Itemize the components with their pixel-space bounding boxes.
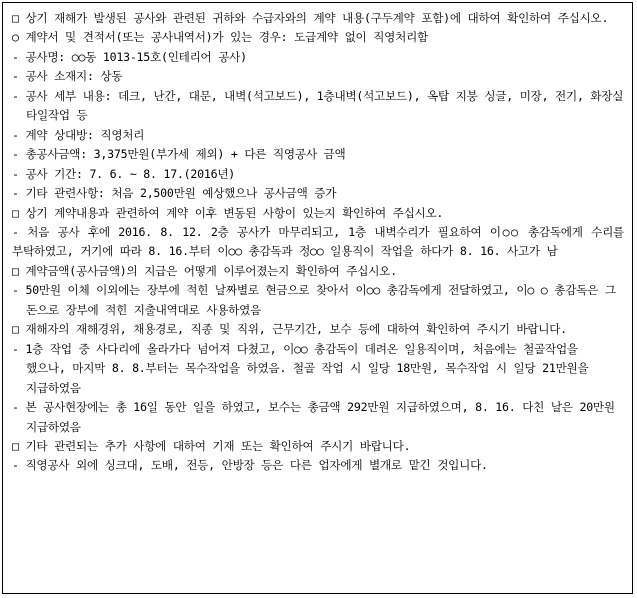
contract-document-answer: ○ 계약서 및 견적서(또는 공사내역서)가 있는 경우: 도급계약 없이 직영처리함 xyxy=(12,30,428,45)
change-answer-paragraph: - 처음 공사 후에 2016. 8. 12. 2층 공사가 마무리되고, 1층 내벽수리가 필요하여 이○○ 총감독에게 수리를 부탁하였고, 거기에 따라 8. 16.부터 이○○ 총감독과 정○○ 일용직이 작업을 하다가 8. 16. 사고가 남 xyxy=(12,224,624,259)
question-3-paragraph: □ 계약금액(공사금액)의 지급은 어떻게 이루어졌는지 확인하여 주십시오. xyxy=(12,263,397,278)
question-1-paragraph: □ 상기 재해가 발생된 공사와 관련된 귀하와 수급자와의 계약 내용(구두계약 포함)에 대하여 확인하여 주십시오. xyxy=(12,11,609,25)
project-location-item: - 공사 소재지: 상동 xyxy=(12,69,123,84)
project-name-item: - 공사명: ○○동 1013-15호(인테리어 공사) xyxy=(12,49,247,64)
contract-party-item: - 계약 상대방: 직영처리 xyxy=(12,127,145,142)
accident-answer-paragraph: - 1층 작업 중 사다리에 올라가다 넘어져 다쳤고, 이○○ 총감독이 데려온 일용직이며, 처음에는 철골작업을 했으나, 마지막 8. 8.부터는 목수작업을 하였음. 철골 작업 시 일당 18만원, 목수작업 시 일당 21만원을 지급하였음 xyxy=(12,341,589,395)
payment-answer-paragraph: - 50만원 이체 이외에는 장부에 적힌 날짜별로 현금으로 찾아서 이○○ 총감독에게 전달하였고, 이○ ○ 총감독은 그 돈으로 장부에 적힌 지출내역대로 사용하였음 xyxy=(12,283,616,317)
total-amount-item: - 총공사금액: 3,375만원(부가세 제외) + 다른 직영공사 금액 xyxy=(12,147,346,162)
question-2-paragraph: □ 상기 계약내용과 관련하여 계약 이후 변동된 사항이 있는지 확인하여 주십시오. xyxy=(12,205,444,220)
document-box xyxy=(2,2,633,594)
question-4-paragraph: □ 재해자의 재해경위, 채용경로, 직종 및 직위, 근무기간, 보수 등에 대하여 확인하여 주시기 바랍니다. xyxy=(12,322,567,337)
project-details-item: - 공사 세부 내용: 데크, 난간, 대문, 내벽(석고보드), 1층내벽(석고보드), 옥탑 지붕 싱글, 미장, 전기, 화장실 타일작업 등 xyxy=(12,88,624,123)
question-5-paragraph: □ 기타 관련되는 추가 사항에 대하여 기재 또는 확인하여 주시기 바랍니다. xyxy=(12,438,411,453)
work-days-answer-paragraph: - 본 공사현장에는 총 16일 동안 일을 하였고, 보수는 총금액 292만원 지급하였으며, 8. 16. 다친 날은 20만원 지급하였음 xyxy=(12,400,615,434)
other-matters-item: - 기타 관련사항: 처음 2,500만원 예상했으나 공사금액 증가 xyxy=(12,186,337,201)
project-period-item: - 공사 기간: 7. 6. ~ 8. 17.(2016년) xyxy=(12,166,235,181)
additional-answer-paragraph: - 직영공사 외에 싱크대, 도배, 전등, 안방장 등은 다른 업자에게 별개로 맡긴 것입니다. xyxy=(12,458,488,473)
